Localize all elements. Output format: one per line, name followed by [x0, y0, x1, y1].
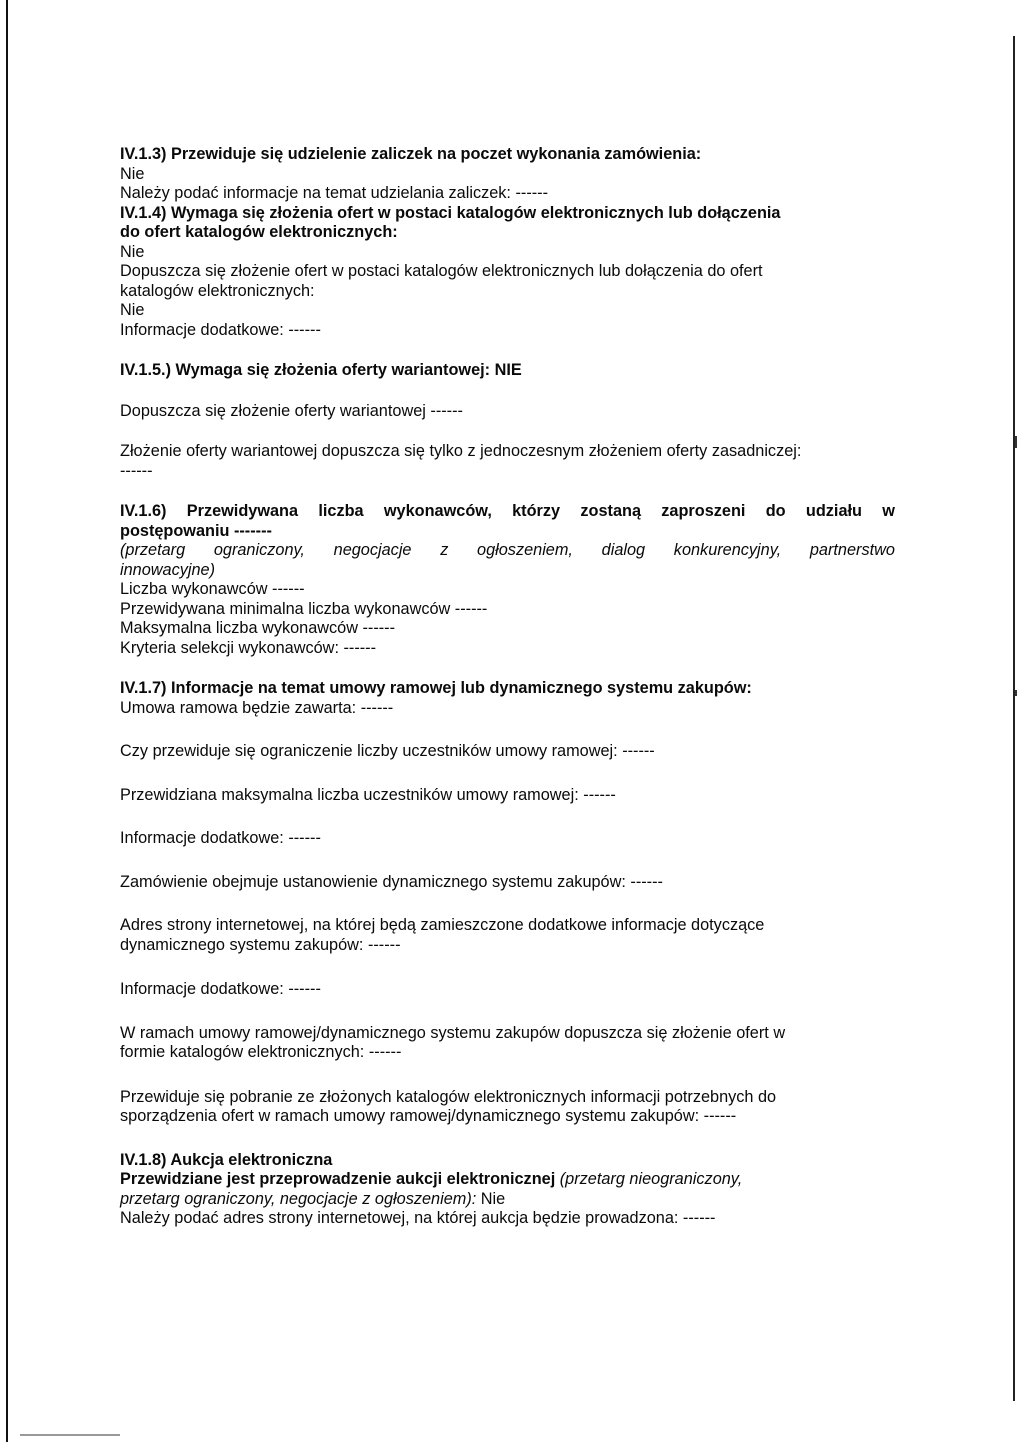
- info-text: Informacje dodatkowe: ------: [120, 320, 321, 339]
- answer-text: Nie: [480, 1189, 506, 1208]
- note-word: partnerstwo: [809, 541, 895, 559]
- heading-word: w: [882, 502, 895, 520]
- body-text: Maksymalna liczba wykonawców ------: [120, 619, 396, 637]
- heading-word: wykonawców,: [383, 502, 492, 520]
- document-page: [120, 145, 895, 1229]
- note-word: ogłoszeniem,: [477, 541, 573, 559]
- section-heading: IV.1.4) Wymaga się złożenia ofert w postaci katalogów elektronicznych lub dołączenia: [120, 203, 781, 222]
- note-word: negocjacje: [333, 541, 412, 559]
- note-word: (przetarg: [120, 541, 186, 559]
- procedure-note: [120, 541, 895, 561]
- heading-word: do: [765, 502, 786, 520]
- body-text: ------: [120, 461, 153, 480]
- body-text: formie katalogów elektronicznych: ------: [120, 1043, 402, 1061]
- section-iv-1-3: [120, 145, 895, 204]
- body-text: Złożenie oferty wariantowej dopuszcza się tylko z jednoczesnym złożeniem oferty zasadniczej:: [120, 442, 802, 460]
- section-iv-1-8: [120, 1151, 895, 1229]
- section-iv-1-4: [120, 204, 895, 341]
- scan-mark: [1015, 690, 1017, 696]
- procedure-note-cont: innowacyjne): [120, 560, 216, 579]
- info-text: Informacje dodatkowe: ------: [120, 829, 321, 847]
- note-word: ograniczony,: [213, 541, 305, 559]
- scan-edge-left: [6, 0, 8, 1442]
- body-text: sporządzenia ofert w ramach umowy ramowej/dynamicznego systemu zakupów: ------: [120, 1107, 737, 1125]
- body-text: Należy podać adres strony internetowej, na której aukcja będzie prowadzona: ------: [120, 1209, 716, 1227]
- body-text: Przewidywana minimalna liczba wykonawców ------: [120, 599, 488, 618]
- section-iv-1-7: [120, 679, 895, 1127]
- heading-word: udziału: [805, 502, 862, 520]
- body-text: Adres strony internetowej, na której będą zamieszczone dodatkowe informacje dotyczące: [120, 916, 765, 934]
- section-heading: IV.1.8) Aukcja elektroniczna: [120, 1150, 333, 1169]
- heading-word: zostaną: [580, 502, 641, 520]
- note-word: dialog: [601, 541, 646, 559]
- body-text: W ramach umowy ramowej/dynamicznego systemu zakupów dopuszcza się złożenie ofert w: [120, 1023, 786, 1042]
- note-word: konkurencyjny,: [673, 541, 782, 559]
- heading-word: liczba: [318, 502, 364, 520]
- section-heading: IV.1.3) Przewiduje się udzielenie zaliczek na poczet wykonania zamówienia:: [120, 145, 702, 163]
- body-text: Zamówienie obejmuje ustanowienie dynamicznego systemu zakupów: ------: [120, 872, 663, 891]
- body-text: katalogów elektronicznych:: [120, 281, 315, 300]
- section-heading: IV.1.5.) Wymaga się złożenia oferty wariantowej: NIE: [120, 361, 522, 379]
- body-text: Liczba wykonawców ------: [120, 580, 305, 598]
- note-word: z: [440, 541, 449, 559]
- scan-mark: [20, 1434, 120, 1436]
- body-text: Dopuszcza się złożenie oferty wariantowej ------: [120, 401, 463, 420]
- answer-text: Nie: [120, 242, 145, 261]
- section-iv-1-5: [120, 361, 895, 481]
- auction-line-cont: [120, 1190, 895, 1210]
- body-text: Umowa ramowa będzie zawarta: ------: [120, 698, 394, 717]
- auction-line: [120, 1170, 895, 1190]
- info-text: Należy podać informacje na temat udzielania zaliczek: ------: [120, 184, 549, 202]
- body-text: Dopuszcza się złożenie ofert w postaci katalogów elektronicznych lub dołączenia do ofert: [120, 262, 763, 280]
- answer-text: Nie: [120, 164, 145, 183]
- scan-edge-right: [1013, 36, 1015, 1401]
- heading-word: którzy: [512, 502, 561, 520]
- body-text: Przewiduje się pobranie ze złożonych katalogów elektronicznych informacji potrzebnych do: [120, 1087, 777, 1106]
- auction-procedure-note: (przetarg nieograniczony,: [559, 1170, 743, 1188]
- heading-word: zaproszeni: [661, 502, 746, 520]
- body-text: Przewidziana maksymalna liczba uczestników umowy ramowej: ------: [120, 785, 616, 804]
- heading-word: Przewidywana: [186, 502, 299, 520]
- auction-procedure-note-cont: przetarg ograniczony, negocjacje z ogłoszeniem):: [120, 1189, 477, 1208]
- body-text: Kryteria selekcji wykonawców: ------: [120, 638, 377, 657]
- answer-text: Nie: [120, 301, 145, 319]
- info-text: Informacje dodatkowe: ------: [120, 980, 321, 998]
- section-heading: [120, 502, 895, 522]
- section-heading-cont: postępowaniu -------: [120, 521, 272, 540]
- section-iv-1-6: [120, 502, 895, 658]
- auction-question: Przewidziane jest przeprowadzenie aukcji elektronicznej: [120, 1170, 556, 1188]
- body-text: dynamicznego systemu zakupów: ------: [120, 935, 401, 954]
- section-heading: IV.1.7) Informacje na temat umowy ramowej lub dynamicznego systemu zakupów:: [120, 679, 752, 697]
- body-text: Czy przewiduje się ograniczenie liczby uczestników umowy ramowej: ------: [120, 742, 655, 760]
- heading-word: IV.1.6): [120, 502, 167, 520]
- scan-mark: [1015, 436, 1017, 448]
- section-heading-cont: do ofert katalogów elektronicznych:: [120, 223, 398, 241]
